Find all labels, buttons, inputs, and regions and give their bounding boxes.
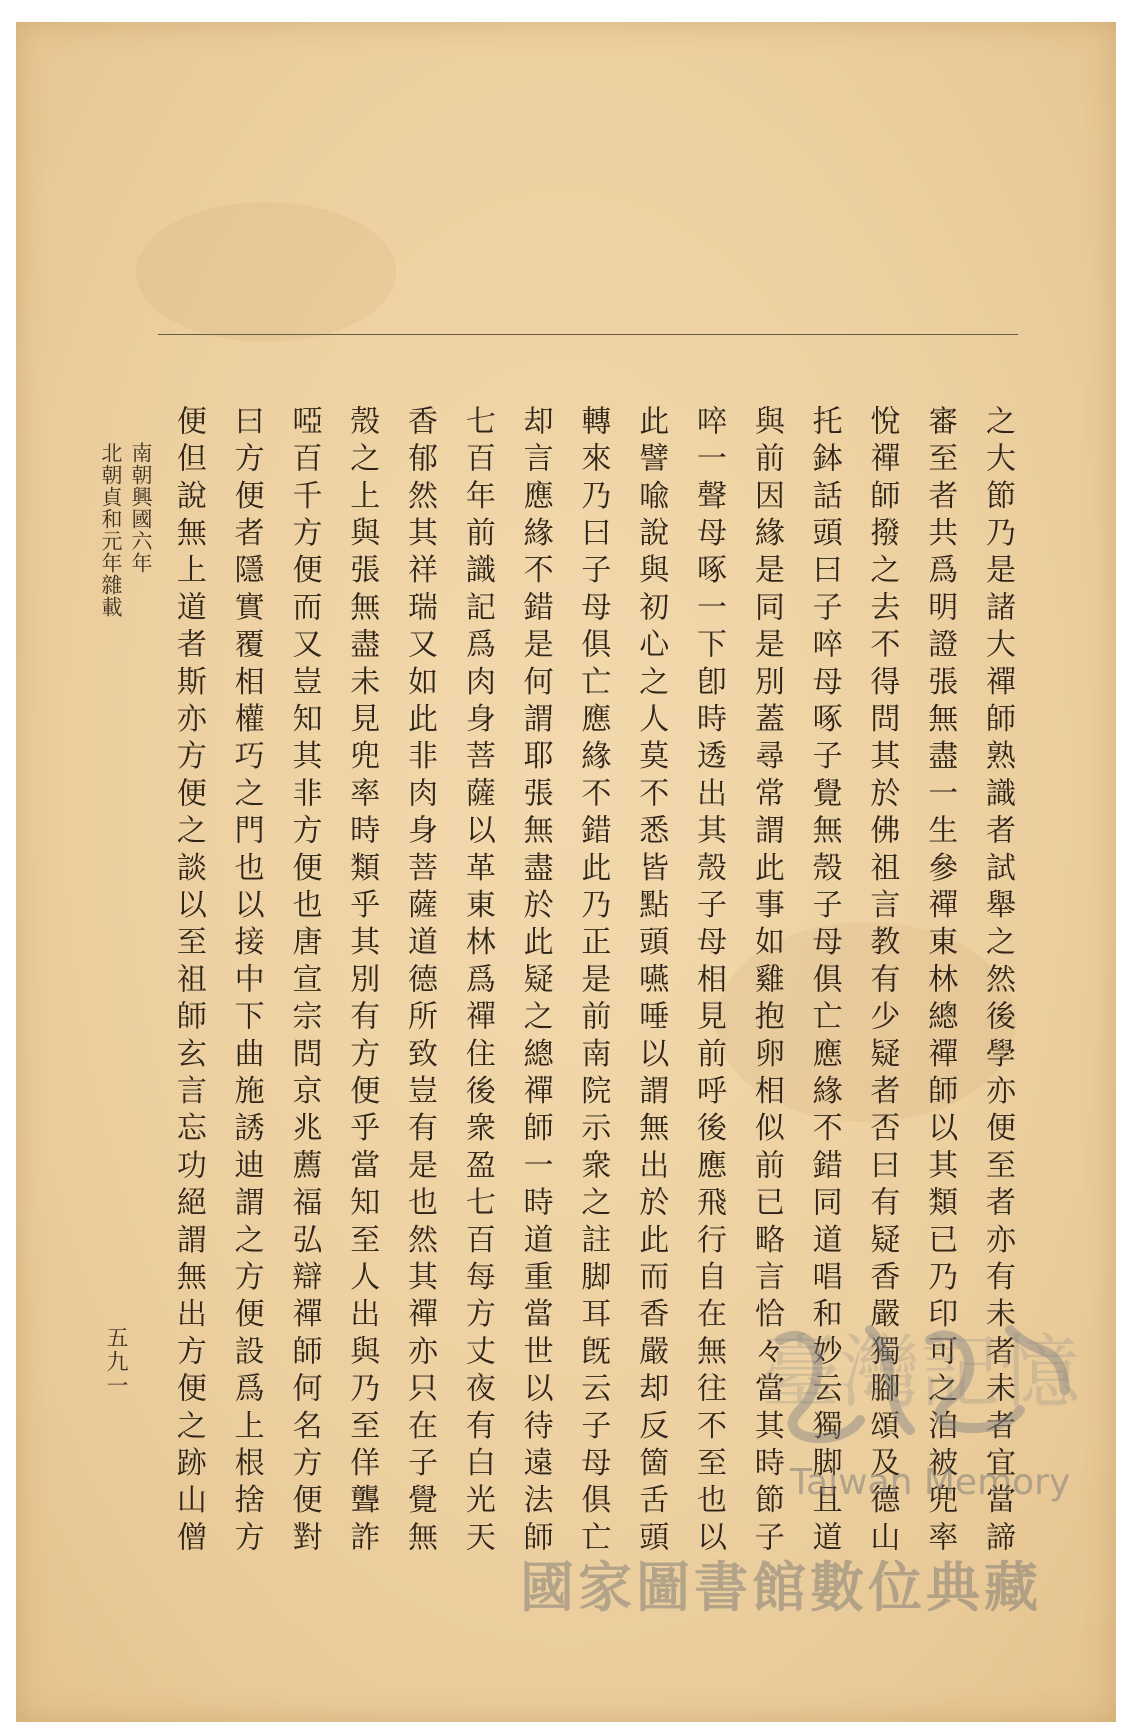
text-column: 便但說無上道者斯亦方便之談以至祖師玄言忘功絕謂無出方便之跡山僧 [170,405,206,1559]
header-rule [158,334,1018,335]
watermark-script-text: 臺灣記憶 [760,1326,1080,1419]
text-column: 之大節乃是諸大禪師熟識者試舉之然後學亦便至者亦有未者未者宜當諦 [980,405,1015,1559]
text-column: 此譬喩說與初心之人莫不悉皆點頭嚥唾以謂無出於此而香嚴却反箇舌頭 [633,405,669,1559]
text-column: 七百年前識記爲肉身菩薩以革東林爲禪住後衆盈七百每方丈夜有白光天 [459,405,495,1559]
running-head-left: 南朝興國六年 [129,442,153,574]
watermark-english: Taiwan Memory [790,1462,1071,1503]
paper-stain [136,202,396,342]
text-column: 轉來乃曰子母俱亡應緣不錯此乃正是前南院示衆之註脚耳旣云子母俱亡 [575,405,611,1559]
text-column: 曰方便者隱實覆相權巧之門也以接中下曲施誘迪謂之方便設爲上根捨方 [228,405,264,1559]
text-column: 却言應緣不錯是何謂耶張無盡於此疑之總禪師一時道重當世以待遠法師 [517,405,553,1559]
watermark-calligraphy [760,1300,1080,1470]
running-head [96,442,156,802]
text-column: 殼之上與張無盡未見兜率時類乎其別有方便乎當知至人出與乃至佯聾詐 [344,405,380,1559]
text-column: 托鉢話頭曰子啐母啄子覺無殼子母俱亡應緣不錯同道唱和妙云獨脚且道 [806,405,842,1559]
watermark-chinese: 國家圖書館數位典藏 [520,1556,1042,1619]
text-column: 悅禪師撥之去不得問其於佛祖言教有少疑者否曰有疑香嚴獨腳頌及德山 [864,405,900,1559]
page-number: 五九一 [103,1326,128,1398]
text-column: 與前因緣是同是別蓋尋常謂此事如雞抱卵相似前已略言恰々當其時節子 [748,405,784,1559]
text-column: 啐一聲母啄一下卽時透出其殼子母相見前呼後應飛行自在無往不至也以 [691,405,727,1559]
running-head-right: 北朝貞和元年雜載 [99,442,123,618]
text-column: 啞百千方便而又豈知其非方便也唐宣宗問京兆薦福弘辯禪師何名方便對 [286,405,322,1559]
text-column: 香郁然其祥瑞又如此非肉身菩薩道德所致豈有是也然其禪亦只在子覺無 [402,405,438,1559]
text-column: 審至者共爲明證張無盡一生參禪東林總禪師以其類已乃印可之洎被兜率 [922,405,958,1559]
